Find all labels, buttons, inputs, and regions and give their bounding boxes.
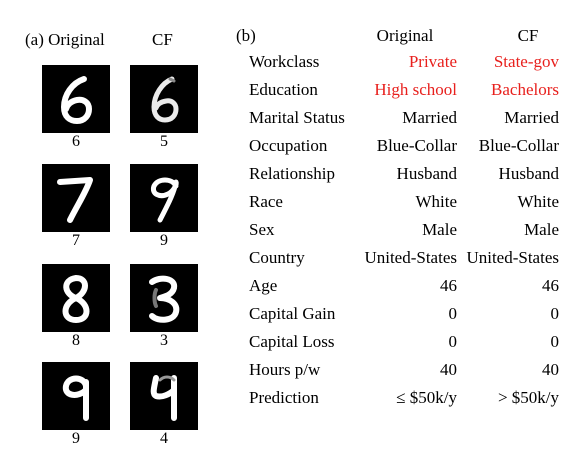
original-digit-label: 8 [72,332,80,349]
original-value: 0 [448,332,457,351]
cf-value: Blue-Collar [478,136,559,155]
attribute-name: Age [249,276,278,295]
panel-a-cf-header: CF [152,30,173,49]
cf-digit-label: 9 [160,232,168,249]
original-value: 0 [448,304,457,323]
cf-digit-label: 3 [160,332,168,349]
panel-a-mnist [0,0,225,466]
col-header-cf: CF [517,26,539,45]
table-row [230,50,581,74]
cf-digit-image [130,164,198,232]
attribute-name: Capital Loss [249,332,335,351]
table-row [230,106,581,130]
digit-6-glyph [42,65,110,133]
table-row [230,190,581,214]
cf-digit-image [130,264,198,332]
table-row [230,134,581,158]
cf-digit-cell [130,264,198,349]
cf-digit-image [130,362,198,430]
digit-8-glyph [42,264,110,332]
cf-digit-cell [130,164,198,249]
digit-4-cf-glyph [130,362,198,430]
digit-7-glyph [42,164,110,232]
cf-value: > $50k/y [497,388,559,407]
table-row [230,78,581,102]
original-value: Male [422,220,457,239]
cf-digit-label: 4 [160,430,168,447]
attribute-name: Country [249,248,305,267]
cf-digit-cell [130,362,198,447]
table-row [230,358,581,382]
cf-value: Husband [498,164,559,183]
cf-value: State-gov [493,52,559,71]
original-digit-cell [42,264,110,349]
table-row [230,330,581,354]
original-digit-label: 6 [72,133,80,150]
attribute-name: Capital Gain [249,304,336,323]
original-value: Blue-Collar [376,136,457,155]
cf-value: 0 [550,332,559,351]
cf-digit-image [130,65,198,133]
original-digit-label: 9 [72,430,80,447]
cf-value: 40 [542,360,559,379]
original-digit-image [42,362,110,430]
original-digit-cell [42,65,110,150]
original-value: High school [374,80,457,99]
original-digit-label: 7 [72,232,80,249]
cf-value: United-States [466,248,559,267]
original-value: Private [408,52,457,71]
attribute-name: Marital Status [249,108,345,127]
panel-b-table [230,0,581,466]
digit-9-cf-glyph [130,164,198,232]
digit-9-glyph [42,362,110,430]
attribute-name: Race [249,192,283,211]
original-value: Married [402,108,457,127]
cf-value: Married [504,108,559,127]
cf-digit-cell [130,65,198,150]
original-digit-image [42,264,110,332]
original-value: Husband [396,164,457,183]
table-row [230,302,581,326]
cf-value: 46 [542,276,559,295]
table-row [230,162,581,186]
original-digit-image [42,65,110,133]
original-value: ≤ $50k/y [396,388,457,407]
original-value: White [415,192,457,211]
attribute-name: Prediction [249,388,319,407]
attribute-name: Education [249,80,318,99]
table-row [230,218,581,242]
cf-value: White [517,192,559,211]
original-digit-cell [42,164,110,249]
attribute-name: Relationship [249,164,335,183]
cf-digit-label: 5 [160,133,168,150]
attribute-name: Sex [249,220,275,239]
original-value: United-States [364,248,457,267]
panel-a-tag: (a) Original [25,30,105,49]
attribute-name: Occupation [249,136,328,155]
table-row [230,246,581,270]
attribute-name: Workclass [249,52,320,71]
panel-b-tag: (b) [236,26,256,45]
cf-value: 0 [550,304,559,323]
table-row [230,274,581,298]
digit-3-cf-glyph [130,264,198,332]
digit-6-cf-glyph [130,65,198,133]
original-digit-image [42,164,110,232]
original-value: 40 [440,360,457,379]
table-row [230,386,581,410]
col-header-original: Original [376,26,434,45]
cf-value: Male [524,220,559,239]
original-digit-cell [42,362,110,447]
original-value: 46 [440,276,457,295]
attribute-name: Hours p/w [249,360,321,379]
cf-value: Bachelors [491,80,559,99]
